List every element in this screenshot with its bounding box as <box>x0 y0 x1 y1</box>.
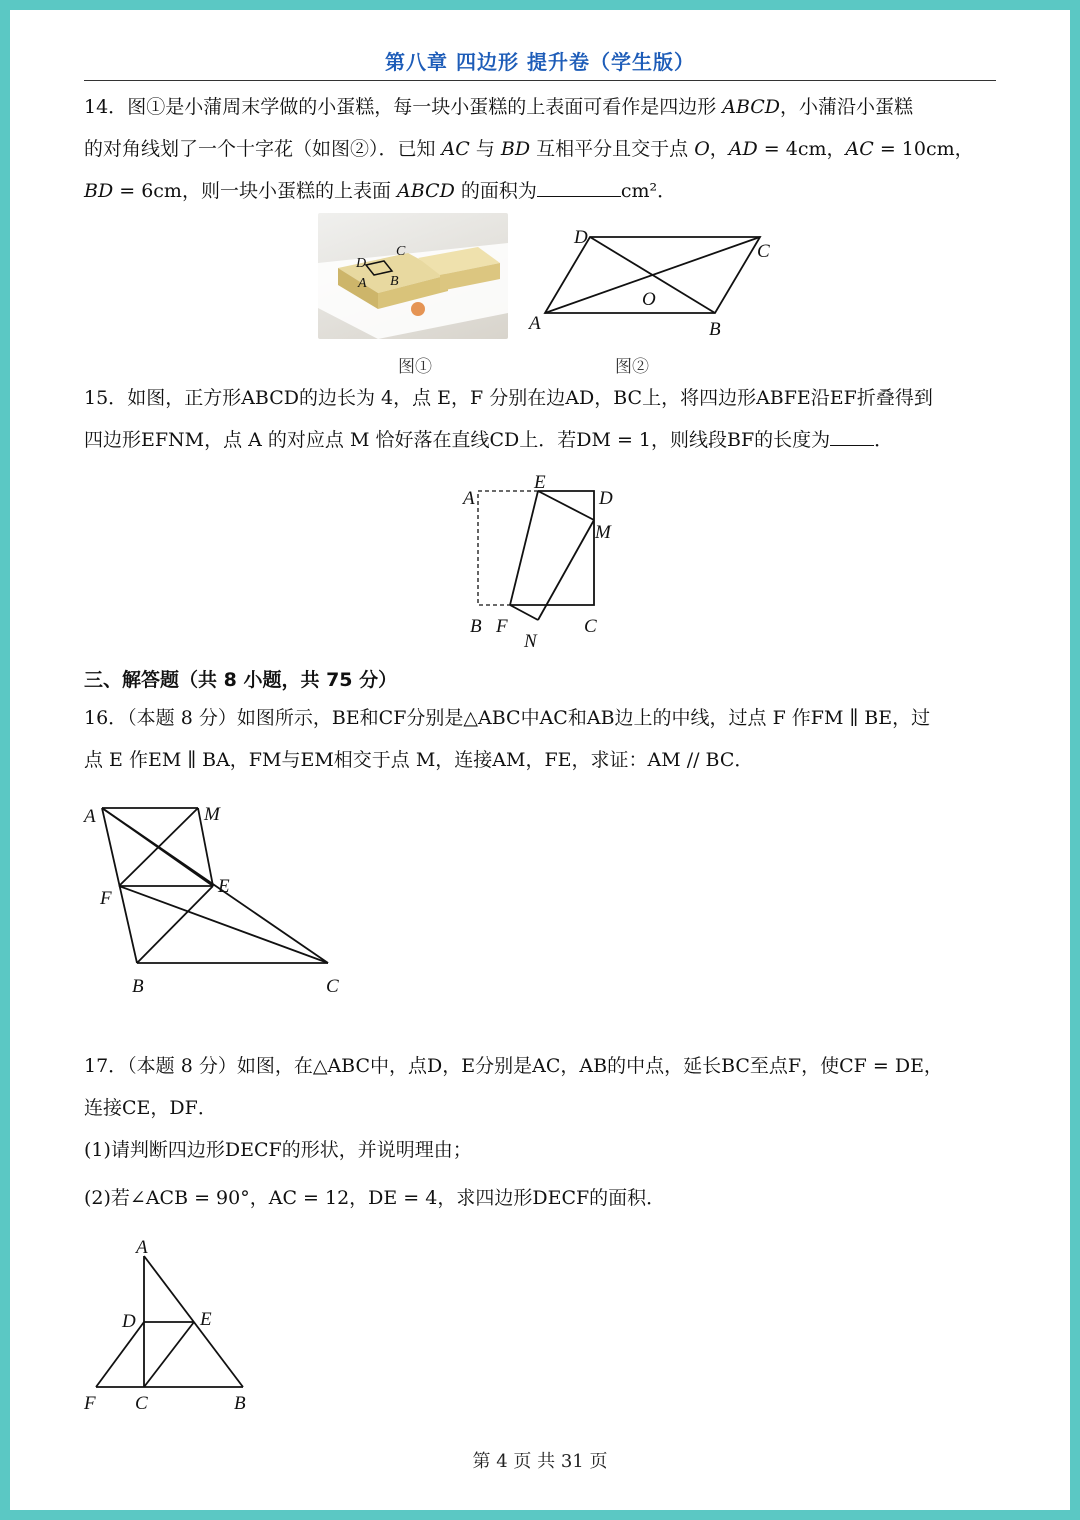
q16-line-1: 16．（本题 8 分）如图所示，BE和CF分别是△ABC中AC和AB边上的中线，过点 F 作FM ∥ BE，过 <box>84 707 931 729</box>
fig2-label-c: C <box>757 241 770 262</box>
question-14 <box>84 86 999 212</box>
photo-label-b: B <box>390 274 399 289</box>
q17-line-1: 17．（本题 8 分）如图，在△ABC中，点D，E分别是AC，AB的中点，延长BC至点F，使CF = DE， <box>84 1055 943 1077</box>
q17-line-2: 连接CE，DF． <box>84 1097 217 1119</box>
q17-label-b: B <box>234 1393 246 1414</box>
triangle-median-figure <box>80 790 360 1010</box>
q15-line-1: 15．如图，正方形ABCD的边长为 4，点 E，F 分别在边AD，BC上，将四边形ABFE沿EF折叠得到 <box>84 387 933 409</box>
q17-label-f: F <box>84 1393 96 1414</box>
q16-label-b: B <box>132 976 144 997</box>
answer-blank-14 <box>537 176 621 197</box>
fig2-label-a: A <box>529 313 541 334</box>
q15-label-e: E <box>534 472 546 493</box>
header-rule <box>84 80 996 81</box>
q15-label-f: F <box>496 616 508 637</box>
q14-line-1: 14．图①是小蒲周末学做的小蛋糕，每一块小蛋糕的上表面可看作是四边形 ABCD，小蒲沿小蛋糕 <box>84 96 914 118</box>
q16-label-c: C <box>326 976 339 997</box>
q16-line-2: 点 E 作EM ∥ BA，FM与EM相交于点 M，连接AM，FE，求证：AM // BC． <box>84 749 754 771</box>
q15-label-n: N <box>524 631 537 652</box>
section-3-heading: 三、解答题（共 8 小题，共 75 分） <box>84 669 398 691</box>
q17-label-e: E <box>200 1309 212 1330</box>
fig2-caption: 图② <box>615 357 649 377</box>
parallelogram-figure <box>525 225 785 345</box>
q15-label-m: M <box>595 522 611 543</box>
q17-label-c: C <box>135 1393 148 1414</box>
cake-photo <box>318 213 508 339</box>
question-16 <box>84 697 999 781</box>
q14-line-3: BD = 6cm，则一块小蛋糕的上表面 ABCD 的面积为 cm²． <box>84 170 999 212</box>
q17-label-d: D <box>122 1311 136 1332</box>
q16-label-a: A <box>84 806 96 827</box>
photo-label-c: C <box>396 244 406 259</box>
question-15 <box>84 377 999 461</box>
q17-part-2: (2)若∠ACB = 90°，AC = 12，DE = 4，求四边形DECF的面积． <box>84 1187 666 1209</box>
page-footer: 第 4 页 共 31 页 <box>472 1451 608 1472</box>
answer-blank-15 <box>830 425 874 446</box>
q17-label-a: A <box>136 1237 148 1258</box>
photo-label-a: A <box>358 276 367 291</box>
q17-part-1: (1)请判断四边形DECF的形状，并说明理由； <box>84 1139 472 1161</box>
fig2-label-o: O <box>642 289 656 310</box>
q16-label-m: M <box>204 804 220 825</box>
page-header-title: 第八章 四边形 提升卷（学生版） <box>385 50 695 74</box>
cake-photo-drawing <box>318 213 508 339</box>
q15-label-b: B <box>470 616 482 637</box>
q16-label-e: E <box>218 876 230 897</box>
q15-label-d: D <box>599 488 613 509</box>
folded-square-figure <box>458 472 638 652</box>
q15-label-c: C <box>584 616 597 637</box>
q14-line-2: 的对角线划了一个十字花（如图②）．已知 AC 与 BD 互相平分且交于点 O，AD = 4cm，AC = 10cm， <box>84 138 974 160</box>
photo-label-d: D <box>356 256 367 271</box>
fig2-label-b: B <box>709 319 721 340</box>
q15-line-2: 四边形EFNM，点 A 的对应点 M 恰好落在直线CD上．若DM = 1，则线段BF的长度为 ． <box>84 419 999 461</box>
q16-label-f: F <box>100 888 112 909</box>
triangle-decf-figure <box>80 1235 290 1425</box>
fig2-label-d: D <box>574 227 588 248</box>
question-17 <box>84 1045 999 1219</box>
document-page <box>10 10 1070 1510</box>
fig1-caption: 图① <box>398 357 432 377</box>
q15-label-a: A <box>463 488 475 509</box>
